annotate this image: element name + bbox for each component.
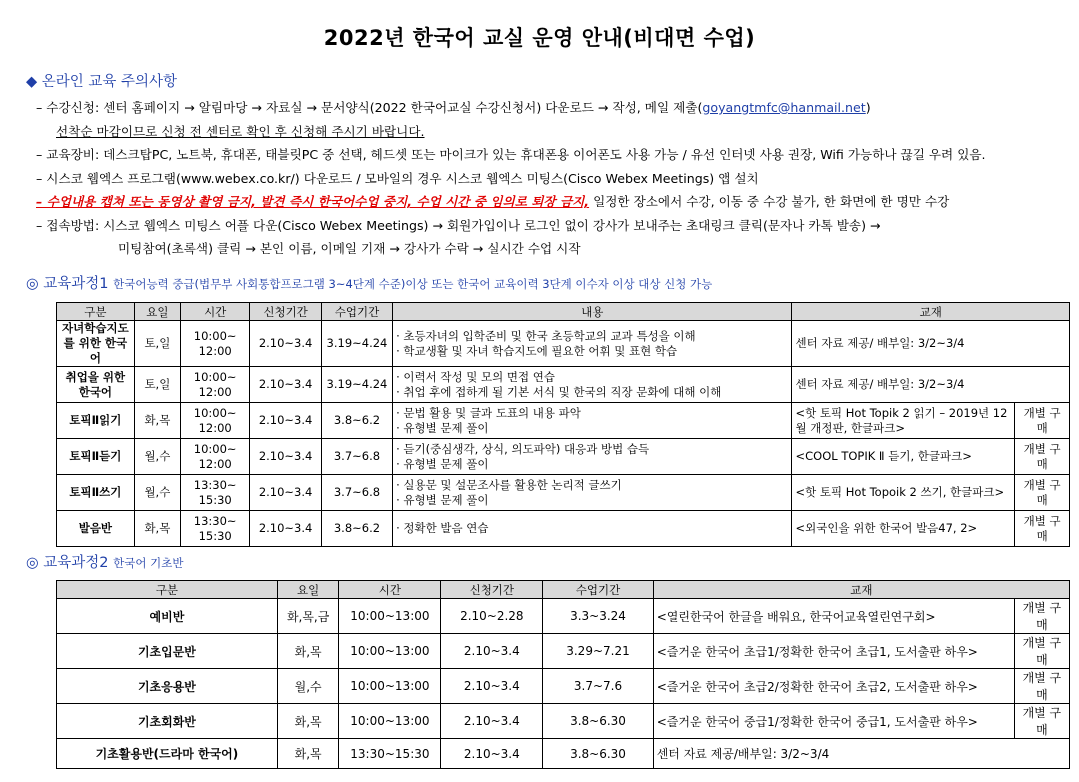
course2-header-row bbox=[57, 581, 1070, 599]
course-apply: 2.10~3.4 bbox=[250, 439, 321, 475]
course-name: 토픽Ⅱ듣기 bbox=[57, 439, 135, 475]
table-row bbox=[57, 669, 1070, 704]
table-row bbox=[57, 634, 1070, 669]
course-name: 기초응용반 bbox=[57, 669, 278, 704]
warning-line bbox=[36, 190, 1066, 214]
course-time: 10:00~ 12:00 bbox=[181, 321, 250, 367]
header-category: 구분 bbox=[57, 581, 278, 599]
course-time: 10:00~ 12:00 bbox=[181, 439, 250, 475]
registration-text: – 수강신청: 센터 홈페이지 → 알림마당 → 자료실 → 문서양식(2022 한국어교실 수강신청서) 다운로드 → 작성, 메일 제출( bbox=[36, 100, 703, 115]
course-time: 13:30~ 15:30 bbox=[181, 475, 250, 511]
course1-subheading: 한국어능력 중급(법무부 사회통합프로그램 3~4단계 수준)이상 또는 한국어 교육이력 3단계 이수자 이상 대상 신청 가능 bbox=[113, 277, 713, 291]
header-content: 내용 bbox=[393, 303, 792, 321]
course-book: <즐거운 한국어 초급2/정확한 한국어 초급2, 도서출판 하우> bbox=[653, 669, 1014, 704]
course-apply: 2.10~3.4 bbox=[250, 475, 321, 511]
header-days: 요일 bbox=[134, 303, 180, 321]
table-row bbox=[57, 704, 1070, 739]
course-apply: 2.10~3.4 bbox=[250, 321, 321, 367]
course-name: 토픽Ⅱ쓰기 bbox=[57, 475, 135, 511]
course-time: 10:00~13:00 bbox=[339, 634, 441, 669]
content-item: · 학교생활 및 자녀 학습지도에 필요한 어휘 및 표현 학습 bbox=[396, 343, 678, 358]
header-days: 요일 bbox=[277, 581, 339, 599]
notice-heading: ◆ 온라인 교육 주의사항 bbox=[26, 74, 178, 90]
course-days: 월,수 bbox=[277, 669, 339, 704]
program-line: – 시스코 웹엑스 프로그램(www.webex.co.kr/) 다운로드 / 모바일의 경우 시스코 웹엑스 미팅스(Cisco Webex Meetings) 앱 설치 bbox=[36, 170, 759, 186]
course-book: <즐거운 한국어 초급1/정확한 한국어 초급1, 도서출판 하우> bbox=[653, 634, 1014, 669]
course-time: 13:30~15:30 bbox=[339, 739, 441, 769]
course1-header-row bbox=[57, 303, 1070, 321]
course-book: 센터 자료 제공/배부일: 3/2~3/4 bbox=[653, 739, 1069, 769]
course-period: 3.8~6.2 bbox=[321, 511, 392, 547]
warning-rest-text: 일정한 장소에서 수강, 이동 중 수강 불가, 한 화면에 한 명만 수강 bbox=[589, 194, 950, 209]
course-apply: 2.10~3.4 bbox=[250, 511, 321, 547]
page-title: 2022년 한국어 교실 운영 안내(비대면 수업) bbox=[323, 26, 756, 50]
course-book: <열린한국어 한글을 배워요, 한국어교육열린연구회> bbox=[653, 599, 1014, 634]
course-content bbox=[393, 439, 792, 475]
table-row bbox=[57, 739, 1070, 769]
table-row bbox=[57, 475, 1070, 511]
course-apply: 2.10~3.4 bbox=[441, 634, 543, 669]
header-period: 수업기간 bbox=[543, 581, 653, 599]
course-days: 토,일 bbox=[134, 321, 180, 367]
course-period: 3.8~6.30 bbox=[543, 704, 653, 739]
course-period: 3.7~6.8 bbox=[321, 439, 392, 475]
course-name: 기초입문반 bbox=[57, 634, 278, 669]
content-item: · 이력서 작성 및 모의 면접 연습 bbox=[396, 369, 556, 384]
header-time: 시간 bbox=[181, 303, 250, 321]
course-apply: 2.10~3.4 bbox=[250, 367, 321, 403]
notice-list bbox=[36, 96, 1066, 261]
course-days: 토,일 bbox=[134, 367, 180, 403]
equipment-line: – 교육장비: 데스크탑PC, 노트북, 휴대폰, 태블릿PC 중 선택, 헤드셋 또는 마이크가 있는 휴대폰용 이어폰도 사용 가능 / 유선 인터넷 사용 권장, Wifi 가능하나 끊길 우려 있음. bbox=[36, 147, 986, 162]
registration-note: 선착순 마감이므로 신청 전 센터로 확인 후 신청해 주시기 바랍니다. bbox=[56, 123, 425, 139]
course-days: 화,목 bbox=[134, 403, 180, 439]
header-book: 교재 bbox=[792, 303, 1070, 321]
course-content bbox=[393, 367, 792, 403]
content-item: · 유형별 문제 풀이 bbox=[396, 420, 489, 435]
course-period: 3.7~6.8 bbox=[321, 475, 392, 511]
course-book: 센터 자료 제공/ 배부일: 3/2~3/4 bbox=[792, 321, 1070, 367]
course-period: 3.8~6.30 bbox=[543, 739, 653, 769]
course-buy: 개별 구매 bbox=[1014, 704, 1069, 739]
course-buy: 개별 구매 bbox=[1015, 511, 1070, 547]
course2-subheading: 한국어 기초반 bbox=[113, 556, 184, 570]
course-name: 토픽Ⅱ읽기 bbox=[57, 403, 135, 439]
course-days: 화,목,금 bbox=[277, 599, 339, 634]
course-period: 3.19~4.24 bbox=[321, 367, 392, 403]
course1-heading-row bbox=[26, 272, 712, 293]
email-link[interactable]: goyangtmfc@hanmail.net bbox=[702, 100, 866, 115]
course2-heading: ◎ 교육과정2 bbox=[26, 555, 109, 571]
course-apply: 2.10~3.4 bbox=[250, 403, 321, 439]
course-book: <즐거운 한국어 중급1/정확한 한국어 중급1, 도서출판 하우> bbox=[653, 704, 1014, 739]
course-period: 3.29~7.21 bbox=[543, 634, 653, 669]
course-days: 월,수 bbox=[134, 475, 180, 511]
table-row bbox=[57, 439, 1070, 475]
course-time: 13:30~ 15:30 bbox=[181, 511, 250, 547]
course-apply: 2.10~2.28 bbox=[441, 599, 543, 634]
table-row bbox=[57, 403, 1070, 439]
course2-table bbox=[56, 580, 1070, 769]
course1-table bbox=[56, 302, 1070, 547]
course-apply: 2.10~3.4 bbox=[441, 704, 543, 739]
header-time: 시간 bbox=[339, 581, 441, 599]
course-time: 10:00~ 12:00 bbox=[181, 403, 250, 439]
table-row bbox=[57, 599, 1070, 634]
course-name: 기초회화반 bbox=[57, 704, 278, 739]
access-line-2: 미팅참여(초록색) 클릭 → 본인 이름, 이메일 기재 → 강사가 수락 → 실시간 수업 시작 bbox=[118, 241, 581, 256]
registration-line bbox=[36, 96, 1066, 120]
course-time: 10:00~13:00 bbox=[339, 704, 441, 739]
course1-heading: ◎ 교육과정1 bbox=[26, 276, 109, 292]
course2-heading-row bbox=[26, 551, 183, 572]
header-period: 수업기간 bbox=[321, 303, 392, 321]
course-buy: 개별 구매 bbox=[1015, 439, 1070, 475]
table-row bbox=[57, 367, 1070, 403]
course-buy: 개별 구매 bbox=[1015, 475, 1070, 511]
course-content bbox=[393, 475, 792, 511]
course-name: 발음반 bbox=[57, 511, 135, 547]
course-period: 3.19~4.24 bbox=[321, 321, 392, 367]
table-row bbox=[57, 321, 1070, 367]
course-name: 취업을 위한 한국어 bbox=[57, 367, 135, 403]
course-book: 센터 자료 제공/ 배부일: 3/2~3/4 bbox=[792, 367, 1070, 403]
course-period: 3.3~3.24 bbox=[543, 599, 653, 634]
course-days: 월,수 bbox=[134, 439, 180, 475]
course-days: 화,목 bbox=[134, 511, 180, 547]
registration-suffix: ) bbox=[865, 100, 871, 115]
table-row bbox=[57, 511, 1070, 547]
course-name: 자녀학습지도를 위한 한국어 bbox=[57, 321, 135, 367]
content-item: · 정확한 발음 연습 bbox=[396, 521, 489, 535]
content-item: · 실용문 및 설문조사를 활용한 논리적 글쓰기 bbox=[396, 477, 622, 492]
header-apply: 신청기간 bbox=[441, 581, 543, 599]
header-apply: 신청기간 bbox=[250, 303, 321, 321]
course-name: 기초활용반(드라마 한국어) bbox=[57, 739, 278, 769]
course-apply: 2.10~3.4 bbox=[441, 669, 543, 704]
access-line-1: – 접속방법: 시스코 웹엑스 미팅스 어플 다운(Cisco Webex Meetings) → 회원가입이나 로그인 없이 강사가 보내주는 초대링크 클릭(문자나 카톡 발송) → bbox=[36, 217, 881, 233]
content-item: · 초등자녀의 입학준비 및 한국 초등학교의 교과 특성을 이해 bbox=[396, 328, 696, 343]
course-buy: 개별 구매 bbox=[1014, 634, 1069, 669]
content-item: · 취업 후에 접하게 될 기본 서식 및 한국의 직장 문화에 대해 이해 bbox=[396, 384, 722, 399]
course-days: 화,목 bbox=[277, 634, 339, 669]
content-item: · 듣기(중심생각, 상식, 의도파악) 대응과 방법 습득 bbox=[396, 441, 650, 456]
course-time: 10:00~ 12:00 bbox=[181, 367, 250, 403]
course-content bbox=[393, 403, 792, 439]
course-apply: 2.10~3.4 bbox=[441, 739, 543, 769]
course-book: <핫 토픽 Hot Topoik 2 쓰기, 한글파크> bbox=[792, 475, 1015, 511]
course-period: 3.7~7.6 bbox=[543, 669, 653, 704]
course-buy: 개별 구매 bbox=[1014, 599, 1069, 634]
course-period: 3.8~6.2 bbox=[321, 403, 392, 439]
course-content bbox=[393, 511, 792, 547]
course-book: <외국인을 위한 한국어 발음47, 2> bbox=[792, 511, 1015, 547]
course-days: 화,목 bbox=[277, 704, 339, 739]
course-book: <COOL TOPIK Ⅱ 듣기, 한글파크> bbox=[792, 439, 1015, 475]
header-category: 구분 bbox=[57, 303, 135, 321]
course-time: 10:00~13:00 bbox=[339, 599, 441, 634]
content-item: · 유형별 문제 풀이 bbox=[396, 456, 489, 471]
registration-note-line bbox=[36, 120, 1066, 144]
course-buy: 개별 구매 bbox=[1014, 669, 1069, 704]
course-time: 10:00~13:00 bbox=[339, 669, 441, 704]
warning-red-text: – 수업내용 캡쳐 또는 동영상 촬영 금지, 발견 즉시 한국어수업 중지, 수업 시간 중 임의로 퇴장 금지, bbox=[36, 194, 590, 209]
header-book: 교재 bbox=[653, 581, 1069, 599]
content-item: · 문법 활용 및 글과 도표의 내용 파악 bbox=[396, 405, 581, 420]
course-days: 화,목 bbox=[277, 739, 339, 769]
course-book: <핫 토픽 Hot Topik 2 읽기 – 2019년 12월 개정판, 한글파크> bbox=[792, 403, 1015, 439]
content-item: · 유형별 문제 풀이 bbox=[396, 492, 489, 507]
course-name: 예비반 bbox=[57, 599, 278, 634]
course-buy: 개별 구매 bbox=[1015, 403, 1070, 439]
course-content bbox=[393, 321, 792, 367]
